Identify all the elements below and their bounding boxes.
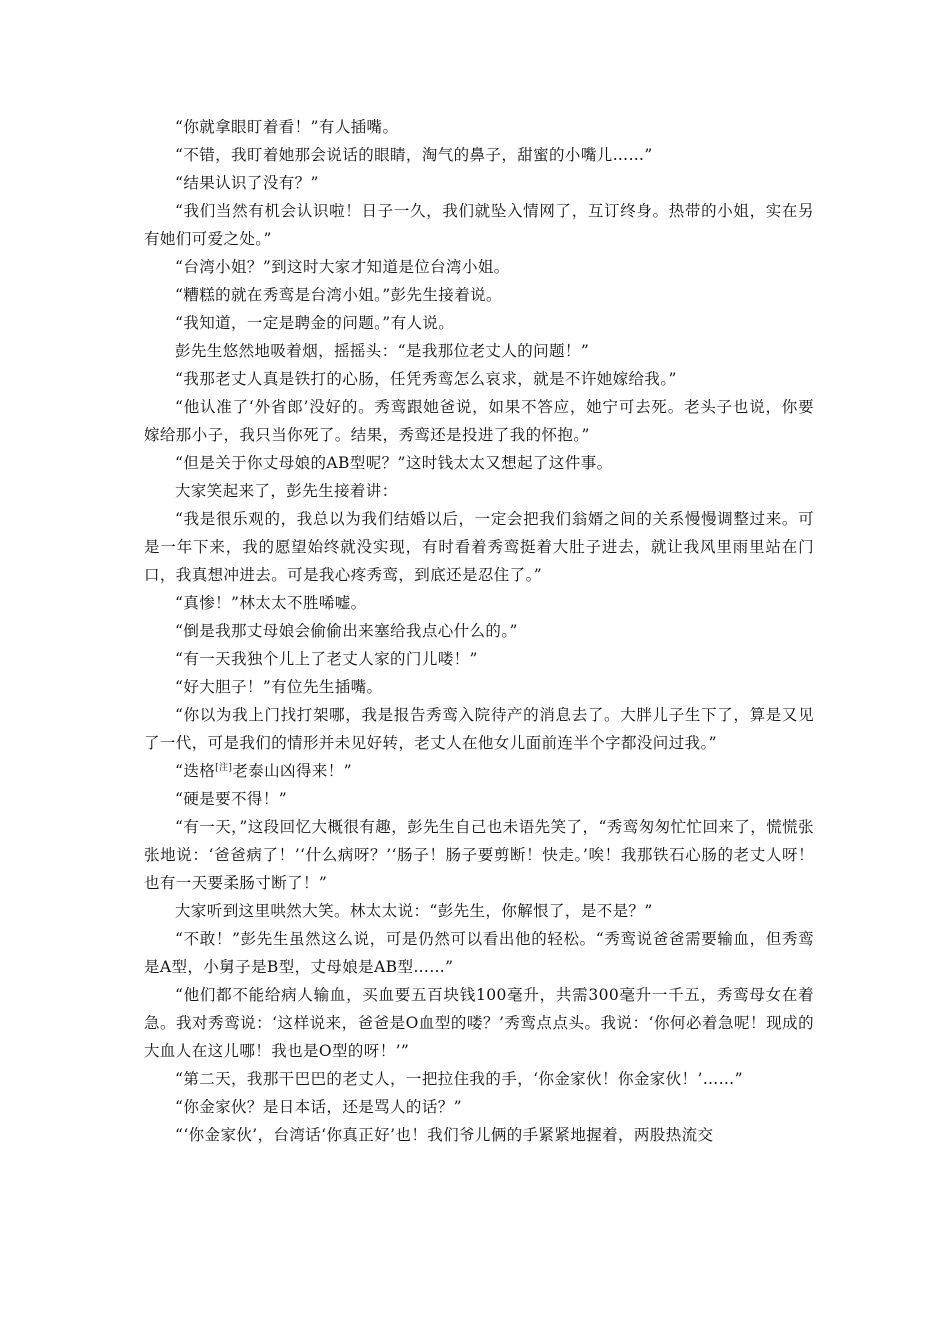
paragraph: “有一天，”这段回忆大概很有趣，彭先生自己也未语先笑了，“秀鸾匆匆忙忙回来了，慌慌张张地说：‘爸爸病了！’‘什么病呀？’‘肠子！肠子要剪断！快走。’唉！我那铁石心肠的老丈人呀！也有一天要柔肠寸断了！”	[144, 818, 814, 892]
paragraph: “我那老丈人真是铁打的心肠，任凭秀鸾怎么哀求，就是不许她嫁给我。”	[175, 370, 677, 388]
paragraph: “你金家伙？是日本话，还是骂人的话？”	[175, 1098, 462, 1116]
paragraph: “硬是要不得！”	[175, 790, 288, 808]
paragraph: “有一天我独个儿上了老丈人家的门儿喽！”	[175, 650, 478, 668]
paragraph: “糟糕的就在秀鸾是台湾小姐。”彭先生接着说。	[175, 286, 502, 304]
paragraph: “‘你金家伙’，台湾话‘你真正好’也！我们爷儿俩的手紧紧地握着，两股热流交	[175, 1126, 714, 1144]
footnote-marker: [注]	[215, 762, 233, 773]
paragraph-with-footnote	[144, 757, 814, 785]
document-page	[144, 113, 814, 1149]
paragraph: “不错，我盯着她那会说话的眼睛，淘气的鼻子，甜蜜的小嘴儿……”	[175, 146, 653, 164]
paragraph: “你就拿眼盯着看！”有人插嘴。	[175, 118, 399, 136]
paragraph: “他认准了‘外省郎’没好的。秀鸾跟她爸说，如果不答应，她宁可去死。老头子也说，你要嫁给那小子，我只当你死了。结果，秀鸾还是投进了我的怀抱。”	[144, 398, 814, 444]
paragraph: “不敢！”彭先生虽然这么说，可是仍然可以看出他的轻松。“秀鸾说爸爸需要输血，但秀鸾是A型，小舅子是B型，丈母娘是AB型……”	[144, 930, 814, 976]
paragraph: “我是很乐观的，我总以为我们结婚以后，一定会把我们翁婿之间的关系慢慢调整过来。可是一年下来，我的愿望始终就没实现，有时看着秀鸾挺着大肚子进去，就让我风里雨里站在门口，我真想冲进去。可是我心疼秀鸾，到底还是忍住了。”	[144, 510, 814, 584]
paragraph: “倒是我那丈母娘会偷偷出来塞给我点心什么的。”	[175, 622, 518, 640]
paragraph: “台湾小姐？”到这时大家才知道是位台湾小姐。	[175, 258, 510, 276]
paragraph: “真惨！”林太太不胜唏嘘。	[175, 594, 367, 612]
paragraph: “好大胆子！”有位先生插嘴。	[175, 678, 383, 696]
paragraph: 大家听到这里哄然大笑。林太太说：“彭先生，你解恨了，是不是？”	[175, 902, 653, 920]
paragraph: “但是关于你丈母娘的AB型呢？”这时钱太太又想起了这件事。	[175, 454, 613, 472]
paragraph: “结果认识了没有？”	[175, 174, 319, 192]
paragraph: 彭先生悠然地吸着烟，摇摇头：“是我那位老丈人的问题！”	[175, 342, 590, 360]
footnote-text: “迭格[注]老泰山凶得来！”	[175, 762, 352, 780]
paragraph: “你以为我上门找打架哪，我是报告秀鸾入院待产的消息去了。大胖儿子生下了，算是又见了一代，可是我们的情形并未见好转，老丈人在他女儿面前连半个字都没问过我。”	[144, 706, 814, 752]
paragraph: “我们当然有机会认识啦！日子一久，我们就坠入情网了，互订终身。热带的小姐，实在另有她们可爱之处。”	[144, 202, 814, 248]
paragraph: “我知道，一定是聘金的问题。”有人说。	[175, 314, 455, 332]
paragraph: 大家笑起来了，彭先生接着讲：	[175, 482, 398, 500]
paragraph: “他们都不能给病人输血，买血要五百块钱100毫升，共需300毫升一千五，秀鸾母女在着急。我对秀鸾说：‘这样说来，爸爸是O血型的喽？’秀鸾点点头。我说：‘你何必着急呢！现成的大血人在这儿哪！我也是O型的呀！’”	[144, 986, 814, 1060]
paragraph: “第二天，我那干巴巴的老丈人，一把拉住我的手，‘你金家伙！你金家伙！’……”	[175, 1070, 743, 1088]
